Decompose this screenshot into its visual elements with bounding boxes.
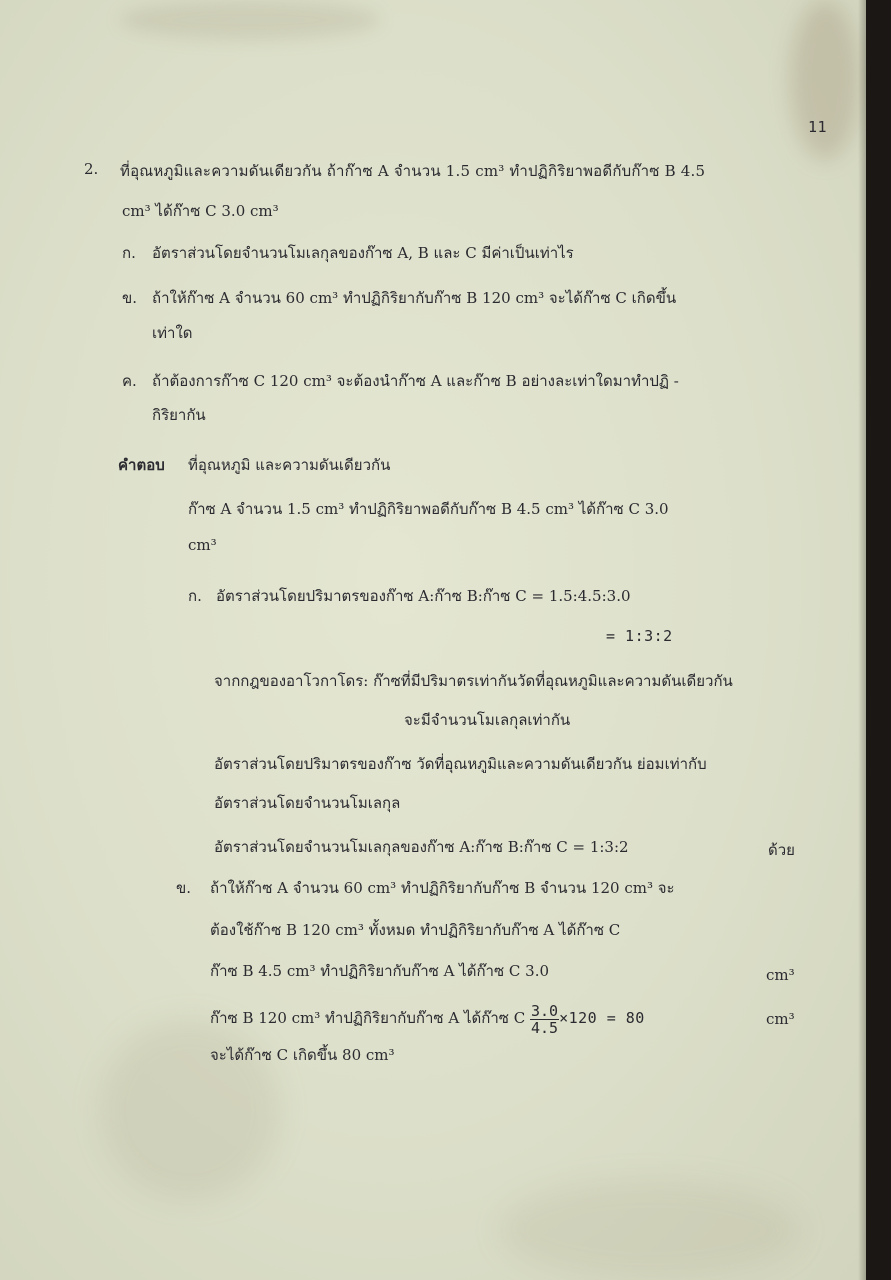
part-b-line-5: จะได้ก๊าซ C เกิดขึ้น 80 cm³ [210,1046,395,1064]
page-number: 11 [808,118,828,136]
part-b-line-1: ถ้าให้ก๊าซ A จำนวน 60 cm³ ทำปฏิกิริยากับก๊าซ B จำนวน 120 cm³ จะ [210,879,675,897]
part-text: เท่าใด [152,324,193,342]
avogadro-law-line-1: จากกฎของอาโวกาโดร: ก๊าซที่มีปริมาตรเท่ากันวัดที่อุณหภูมิและความดันเดียวกัน [214,672,733,690]
question-stem-line-2: cm³ ได้ก๊าซ C 3.0 cm³ [122,202,279,220]
answer-part-label: ข. [176,879,192,897]
part-b-line-3: ก๊าซ B 4.5 cm³ ทำปฏิกิริยากับก๊าซ A ได้ก๊าซ C 3.0 [210,962,550,980]
paper-stain [500,1180,800,1280]
question-number: 2. [84,160,99,178]
avogadro-law-line-2: จะมีจำนวนโมเลกุลเท่ากัน [404,711,571,729]
part-b-line-4-unit: cm³ [766,1010,795,1028]
paper-edge-shadow [858,0,866,1280]
answer-part-label: ก. [188,587,202,605]
ratio-statement-line-2: อัตราส่วนโดยจำนวนโมเลกุล [214,794,401,812]
paper-stain [790,0,860,160]
paper-stain [120,0,380,40]
answer-label: คำตอบ [118,456,165,474]
fraction-numerator: 3.0 [530,1001,559,1020]
molecule-ratio-line: อัตราส่วนโดยจำนวนโมเลกุลของก๊าซ A:ก๊าซ B:ก๊าซ C = 1:3:2 [214,838,629,856]
part-label: ข. [122,289,138,307]
answer-given-line-1: ก๊าซ A จำนวน 1.5 cm³ ทำปฏิกิริยาพอดีกับก๊าซ B 4.5 cm³ ได้ก๊าซ C 3.0 [188,500,669,518]
part-b-line-4 [210,998,645,1038]
part-text: อัตราส่วนโดยจำนวนโมเลกุลของก๊าซ A, B และ C มีค่าเป็นเท่าไร [152,244,574,262]
answer-given-line-2: cm³ [188,536,217,554]
part-text: กิริยากัน [152,406,206,424]
part-text: ถ้าต้องการก๊าซ C 120 cm³ จะต้องนำก๊าซ A และก๊าซ B อย่างละเท่าใดมาทำปฏิ - [152,372,679,390]
part-label: ก. [122,244,136,262]
answer-intro: ที่อุณหภูมิ และความดันเดียวกัน [188,456,391,474]
part-b-line-4-prefix: ก๊าซ B 120 cm³ ทำปฏิกิริยากับก๊าซ A ได้ก๊าซ C [210,1009,526,1027]
part-b-line-4-result: ×120 = 80 [559,1009,645,1027]
part-label: ค. [122,372,137,390]
fraction-denominator: 4.5 [530,1018,559,1037]
question-stem-line-1: ที่อุณหภูมิและความดันเดียวกัน ถ้าก๊าซ A จำนวน 1.5 cm³ ทำปฏิกิริยาพอดีกับก๊าซ B 4.5 [120,162,706,180]
ratio-statement-line-1: อัตราส่วนโดยปริมาตรของก๊าซ วัดที่อุณหภูมิและความดันเดียวกัน ย่อมเท่ากับ [214,755,707,773]
part-text: ถ้าให้ก๊าซ A จำนวน 60 cm³ ทำปฏิกิริยากับก๊าซ B 120 cm³ จะได้ก๊าซ C เกิดขึ้น [152,289,677,307]
molecule-ratio-tail: ด้วย [768,841,795,859]
volume-ratio-simplified: = 1:3:2 [606,627,673,645]
volume-ratio-line: อัตราส่วนโดยปริมาตรของก๊าซ A:ก๊าซ B:ก๊าซ C = 1.5:4.5:3.0 [216,587,631,605]
part-b-line-3-unit: cm³ [766,966,795,984]
fraction [530,1003,559,1036]
part-b-line-2: ต้องใช้ก๊าซ B 120 cm³ ทั้งหมด ทำปฏิกิริยากับก๊าซ A ได้ก๊าซ C [210,921,621,939]
